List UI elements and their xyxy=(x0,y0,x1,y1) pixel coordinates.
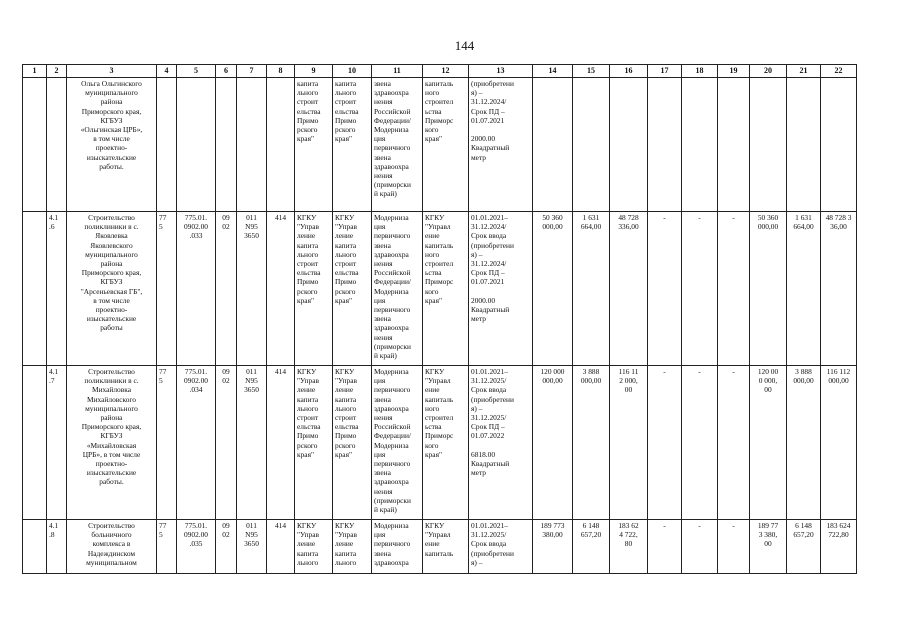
table-cell: 09 02 xyxy=(216,520,237,574)
table-cell: - xyxy=(682,366,718,520)
table-cell xyxy=(157,78,177,212)
table-cell: 189 773 380,00 xyxy=(533,520,573,574)
header-cell: 11 xyxy=(372,65,423,78)
table-cell: 414 xyxy=(267,366,295,520)
table-cell xyxy=(682,78,718,212)
table-cell: капита льного строит ельства Примо рского края" xyxy=(295,78,333,212)
table-cell xyxy=(47,78,67,212)
table-cell: 77 5 xyxy=(157,366,177,520)
table-cell xyxy=(23,212,47,366)
header-cell: 19 xyxy=(718,65,750,78)
table-cell: 77 5 xyxy=(157,212,177,366)
table-cell xyxy=(23,366,47,520)
table-cell: КГКУ "Управ ление капита льного xyxy=(333,520,372,574)
table-cell: 48 728 336,00 xyxy=(610,212,648,366)
header-cell: 12 xyxy=(423,65,469,78)
table-cell: 4.1 .7 xyxy=(47,366,67,520)
table-cell: 48 728 3 36,00 xyxy=(821,212,857,366)
table-cell: КГКУ "Управл ение капиталь ного строител ьства Приморс кого края" xyxy=(423,366,469,520)
header-cell: 7 xyxy=(237,65,267,78)
header-cell: 10 xyxy=(333,65,372,78)
header-cell: 8 xyxy=(267,65,295,78)
page-number: 144 xyxy=(454,38,475,53)
table-cell xyxy=(718,78,750,212)
table-cell: - xyxy=(648,366,682,520)
table-cell: КГКУ "Управ ление капита льного строит ельства Примо рского края" xyxy=(295,366,333,520)
header-cell: 6 xyxy=(216,65,237,78)
table-cell: 189 77 3 380, 00 xyxy=(750,520,787,574)
table-row xyxy=(23,366,857,520)
table-cell: 116 112 000,00 xyxy=(821,366,857,520)
table-cell: 01.01.2021– 31.12.2025/ Срок ввода (приобретени я) – 31.12.2025/ Срок ПД – 01.07.2022 6818.00 Квадратный метр xyxy=(469,366,533,520)
table-cell xyxy=(750,78,787,212)
table-cell: - xyxy=(648,212,682,366)
table-cell: Строительство поликлиники в с. Михайловка Михайловского муниципального района Приморского края, КГБУЗ «Михайловская ЦРБ», в том числе проектно- изыскательские работы. xyxy=(67,366,157,520)
header-cell: 15 xyxy=(573,65,610,78)
table-cell: 1 631 664,00 xyxy=(787,212,821,366)
table-cell: 77 5 xyxy=(157,520,177,574)
table-row xyxy=(23,212,857,366)
table-cell: 116 11 2 000, 00 xyxy=(610,366,648,520)
table-cell xyxy=(573,78,610,212)
table-cell: (приобретени я) – 31.12.2024/ Срок ПД – 01.07.2021 2000.00 Квадратный метр xyxy=(469,78,533,212)
table-cell: КГКУ "Управ ление капита льного xyxy=(295,520,333,574)
table-cell: Строительство поликлиники в с. Яковлевка Яковлевского муниципального района Приморского края, КГБУЗ "Арсеньевская ГБ", в том числе проектно- изыскательские работы xyxy=(67,212,157,366)
table-cell: капиталь ного строител ьства Приморс кого края" xyxy=(423,78,469,212)
table-cell: - xyxy=(682,212,718,366)
table-cell xyxy=(237,78,267,212)
table-cell: Модерниза ция первичного звена здравоохра xyxy=(372,520,423,574)
table-cell: 414 xyxy=(267,520,295,574)
table-cell xyxy=(533,78,573,212)
table-cell: 414 xyxy=(267,212,295,366)
header-cell: 22 xyxy=(821,65,857,78)
table-cell: 120 00 0 000, 00 xyxy=(750,366,787,520)
table-cell xyxy=(216,78,237,212)
table-cell: КГКУ "Управ ление капита льного строит ельства Примо рского края" xyxy=(333,212,372,366)
table-cell: 09 02 xyxy=(216,366,237,520)
header-cell: 17 xyxy=(648,65,682,78)
table-cell: КГКУ "Управ ление капита льного строит ельства Примо рского края" xyxy=(333,366,372,520)
header-cell: 13 xyxy=(469,65,533,78)
header-cell: 5 xyxy=(177,65,216,78)
table-cell xyxy=(648,78,682,212)
table-cell: КГКУ "Управл ение капиталь xyxy=(423,520,469,574)
table-cell: 50 360 000,00 xyxy=(533,212,573,366)
table-cell: 4.1 .6 xyxy=(47,212,67,366)
header-cell: 1 xyxy=(23,65,47,78)
table-cell: 01.01.2021– 31.12.2024/ Срок ввода (приобретени я) – 31.12.2024/ Срок ПД – 01.07.2021 2000.00 Квадратный метр xyxy=(469,212,533,366)
table-cell xyxy=(610,78,648,212)
table-cell: КГКУ "Управ ление капита льного строит ельства Примо рского края" xyxy=(295,212,333,366)
header-cell: 20 xyxy=(750,65,787,78)
table-cell: 775.01. 0902.00 .033 xyxy=(177,212,216,366)
table-cell: 4.1 .8 xyxy=(47,520,67,574)
table-cell: 3 888 000,00 xyxy=(573,366,610,520)
table-cell: 120 000 000,00 xyxy=(533,366,573,520)
table-cell: - xyxy=(718,520,750,574)
table-cell: 6 148 657,20 xyxy=(787,520,821,574)
table-cell: - xyxy=(682,520,718,574)
table-cell: 011 N95 3650 xyxy=(237,366,267,520)
table-cell xyxy=(23,78,47,212)
table-cell: звена здравоохра нения Российской Федерации/ Модерниза ция первичного звена здравоохра нения (приморски й край) xyxy=(372,78,423,212)
table-cell: 183 62 4 722, 80 xyxy=(610,520,648,574)
table-cell xyxy=(177,78,216,212)
table-cell: Ольга Ольгинского муниципального района Приморского края, КГБУЗ «Ольгинская ЦРБ», в том числе проектно- изыскательские работы. xyxy=(67,78,157,212)
table-cell: 1 631 664,00 xyxy=(573,212,610,366)
table-cell: 09 02 xyxy=(216,212,237,366)
table-cell: 6 148 657,20 xyxy=(573,520,610,574)
table-cell: КГКУ "Управл ение капиталь ного строител ьства Приморс кого края" xyxy=(423,212,469,366)
table-cell: - xyxy=(648,520,682,574)
table-cell: 775.01. 0902.00 .035 xyxy=(177,520,216,574)
header-cell: 3 xyxy=(67,65,157,78)
header-cell: 4 xyxy=(157,65,177,78)
table-cell: - xyxy=(718,366,750,520)
header-row xyxy=(23,65,857,78)
table-cell xyxy=(787,78,821,212)
table-cell: 50 360 000,00 xyxy=(750,212,787,366)
table-cell: 011 N95 3650 xyxy=(237,212,267,366)
header-cell: 9 xyxy=(295,65,333,78)
table-cell: 01.01.2021– 31.12.2025/ Срок ввода (приобретени я) – xyxy=(469,520,533,574)
table-cell: - xyxy=(718,212,750,366)
header-cell: 18 xyxy=(682,65,718,78)
table-cell xyxy=(267,78,295,212)
table-cell: Модерниза ция первичного звена здравоохра нения Российской Федерации/ Модерниза ция первичного звена здравоохра нения (приморски й край) xyxy=(372,366,423,520)
table-cell: Строительство больничного комплекса в Надеждинском муниципальном xyxy=(67,520,157,574)
data-table xyxy=(22,64,857,574)
header-cell: 21 xyxy=(787,65,821,78)
header-cell: 16 xyxy=(610,65,648,78)
table-cell xyxy=(23,520,47,574)
table-cell: 183 624 722,80 xyxy=(821,520,857,574)
header-cell: 2 xyxy=(47,65,67,78)
table-cell: 3 888 000,00 xyxy=(787,366,821,520)
table-cell: 775.01. 0902.00 .034 xyxy=(177,366,216,520)
table-cell: Модерниза ция первичного звена здравоохра нения Российской Федерации/ Модерниза ция первичного звена здравоохра нения (приморски й край) xyxy=(372,212,423,366)
header-cell: 14 xyxy=(533,65,573,78)
table-cell xyxy=(821,78,857,212)
table-row xyxy=(23,520,857,574)
table-cell: 011 N95 3650 xyxy=(237,520,267,574)
table-cell: капита льного строит ельства Примо рского края" xyxy=(333,78,372,212)
table-row xyxy=(23,78,857,212)
